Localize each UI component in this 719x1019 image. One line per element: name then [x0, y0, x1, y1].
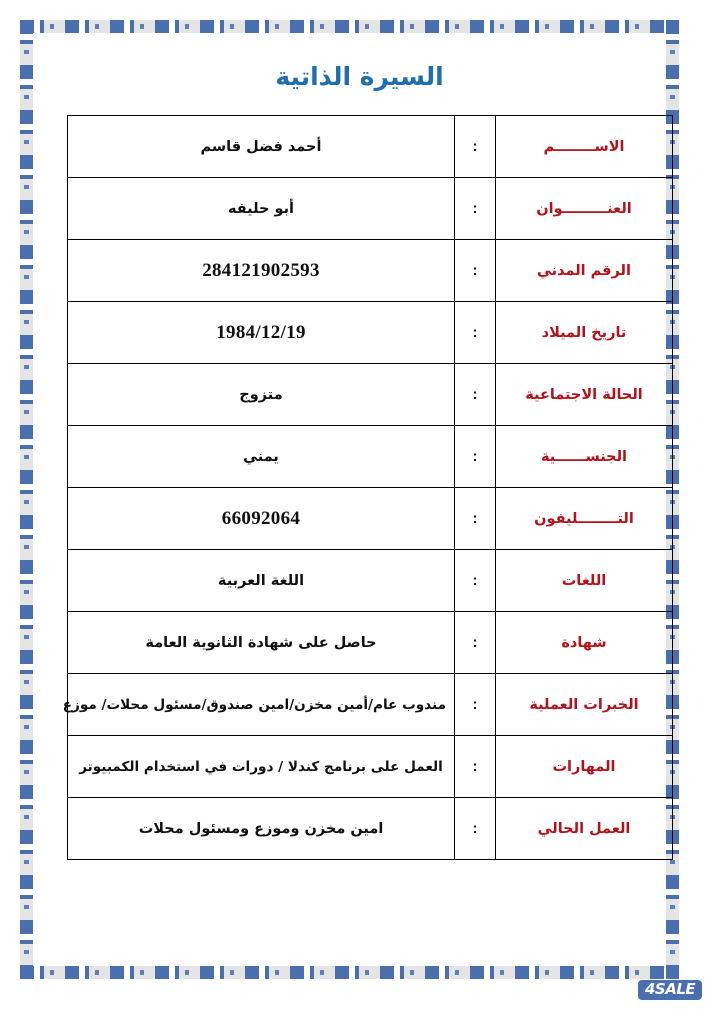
border-top-strip — [20, 20, 679, 33]
cv-field-separator: : — [455, 116, 496, 178]
cv-field-label: الخبرات العملية — [496, 674, 673, 736]
cv-field-label: تاريخ الميلاد — [496, 302, 673, 364]
cv-row — [68, 550, 673, 612]
cv-field-value: أبو حليفه — [68, 178, 455, 240]
cv-row — [68, 302, 673, 364]
cv-table-body — [62, 116, 673, 860]
cv-field-separator: : — [455, 426, 496, 488]
cv-field-value: 1984/12/19 — [68, 302, 455, 364]
cv-field-value: يمني — [68, 426, 455, 488]
cv-field-value: 284121902593 — [68, 240, 455, 302]
cv-field-value: امين مخزن وموزع ومسئول محلات — [68, 798, 455, 860]
cv-field-separator: : — [455, 550, 496, 612]
foursale-watermark-logo: 4SALE — [638, 980, 702, 1000]
cv-field-label: العمل الحالي — [496, 798, 673, 860]
cv-field-label: الرقم المدني — [496, 240, 673, 302]
cv-field-separator: : — [455, 364, 496, 426]
cv-row — [68, 178, 673, 240]
cv-field-label: المهارات — [496, 736, 673, 798]
cv-field-separator: : — [455, 178, 496, 240]
cv-field-value: متزوج — [68, 364, 455, 426]
cv-field-separator: : — [455, 736, 496, 798]
cv-field-separator: : — [455, 488, 496, 550]
cv-field-label: الاســــــــم — [496, 116, 673, 178]
cv-row — [68, 240, 673, 302]
cv-field-value: اللغة العربية — [68, 550, 455, 612]
border-left-strip — [20, 20, 33, 979]
cv-field-separator: : — [455, 798, 496, 860]
cv-field-label: التــــــــليفون — [496, 488, 673, 550]
cv-row — [68, 674, 673, 736]
cv-field-separator: : — [455, 612, 496, 674]
cv-field-value: 66092064 — [68, 488, 455, 550]
cv-field-separator: : — [455, 302, 496, 364]
cv-field-value: أحمد فضل قاسم — [68, 116, 455, 178]
cv-details-table — [62, 115, 673, 860]
cv-row — [68, 798, 673, 860]
cv-field-label: اللغات — [496, 550, 673, 612]
cv-field-label: الجنســــــية — [496, 426, 673, 488]
cv-field-value: مندوب عام/أمين مخزن/امين صندوق/مسئول محلات/ موزع — [68, 674, 455, 736]
cv-field-label: العنـــــــــوان — [496, 178, 673, 240]
cv-row — [68, 116, 673, 178]
cv-field-separator: : — [455, 674, 496, 736]
cv-field-separator: : — [455, 240, 496, 302]
cv-field-value: حاصل على شهادة الثانوية العامة — [68, 612, 455, 674]
cv-field-value: العمل على برنامج كندلا / دورات في استخدام الكمبيوتر — [68, 736, 455, 798]
page-title: السيرة الذاتية — [275, 62, 444, 91]
cv-row — [68, 364, 673, 426]
cv-field-label: شهادة — [496, 612, 673, 674]
cv-row — [68, 426, 673, 488]
border-bottom-strip — [20, 966, 679, 979]
cv-field-label: الحالة الاجتماعية — [496, 364, 673, 426]
cv-row — [68, 736, 673, 798]
cv-row — [68, 488, 673, 550]
cv-row — [68, 612, 673, 674]
